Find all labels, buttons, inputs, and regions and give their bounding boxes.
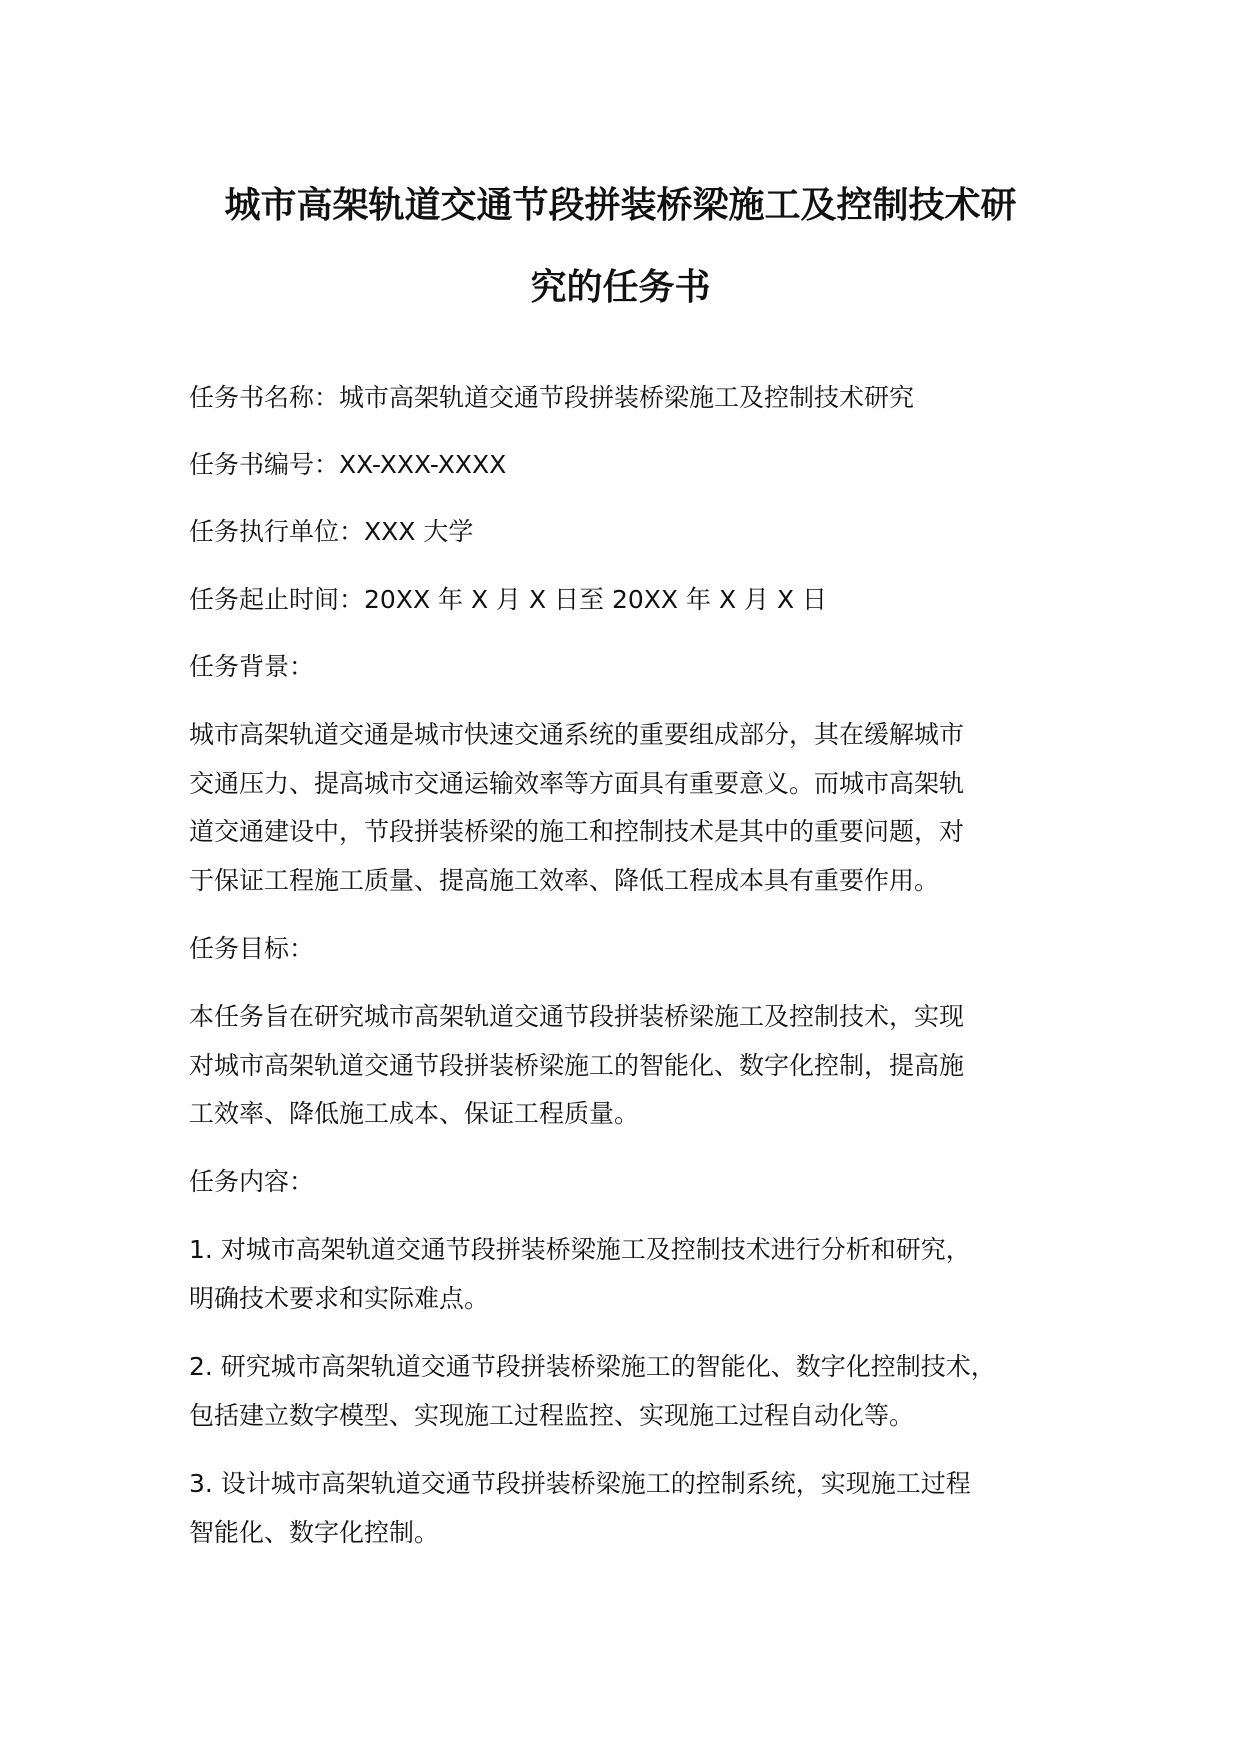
content-item-1-line-2: 明确技术要求和实际难点。 [189, 1284, 490, 1313]
content-item-3-line-1: 3. 设计城市高架轨道交通节段拼装桥梁施工的控制系统，实现施工过程 [189, 1469, 971, 1498]
field-task-number: 任务书编号：XX-XXX-XXXX [189, 450, 507, 479]
field-task-period: 任务起止时间：20XX 年 X 月 X 日至 20XX 年 X 月 X 日 [189, 585, 828, 614]
background-line-2: 交通压力、提高城市交通运输效率等方面具有重要意义。而城市高架轨 [189, 769, 965, 798]
content-item-3-line-2: 智能化、数字化控制。 [189, 1518, 440, 1547]
goal-line-2: 对城市高架轨道交通节段拼装桥梁施工的智能化、数字化控制，提高施 [189, 1051, 965, 1080]
background-line-1: 城市高架轨道交通是城市快速交通系统的重要组成部分，其在缓解城市 [189, 720, 965, 749]
goal-line-3: 工效率、降低施工成本、保证工程质量。 [189, 1099, 640, 1128]
goal-line-1: 本任务旨在研究城市高架轨道交通节段拼装桥梁施工及控制技术，实现 [189, 1002, 965, 1031]
background-line-4: 于保证工程施工质量、提高施工效率、降低工程成本具有重要作用。 [189, 866, 940, 895]
field-execution-unit: 任务执行单位：XXX 大学 [189, 517, 474, 546]
background-line-3: 道交通建设中，节段拼装桥梁的施工和控制技术是其中的重要问题，对 [189, 817, 965, 846]
content-item-2-line-1: 2. 研究城市高架轨道交通节段拼装桥梁施工的智能化、数字化控制技术， [189, 1352, 996, 1381]
content-item-2-line-2: 包括建立数字模型、实现施工过程监控、实现施工过程自动化等。 [189, 1401, 915, 1430]
section-heading-goal: 任务目标： [189, 934, 315, 963]
section-heading-content: 任务内容： [189, 1167, 315, 1196]
content-item-1-line-1: 1. 对城市高架轨道交通节段拼装桥梁施工及控制技术进行分析和研究， [189, 1235, 971, 1264]
section-heading-background: 任务背景： [189, 652, 315, 681]
document-title-line-2: 究的任务书 [530, 267, 711, 308]
field-task-name: 任务书名称：城市高架轨道交通节段拼装桥梁施工及控制技术研究 [189, 383, 915, 412]
document-title-line-1: 城市高架轨道交通节段拼装桥梁施工及控制技术研 [224, 185, 1017, 226]
